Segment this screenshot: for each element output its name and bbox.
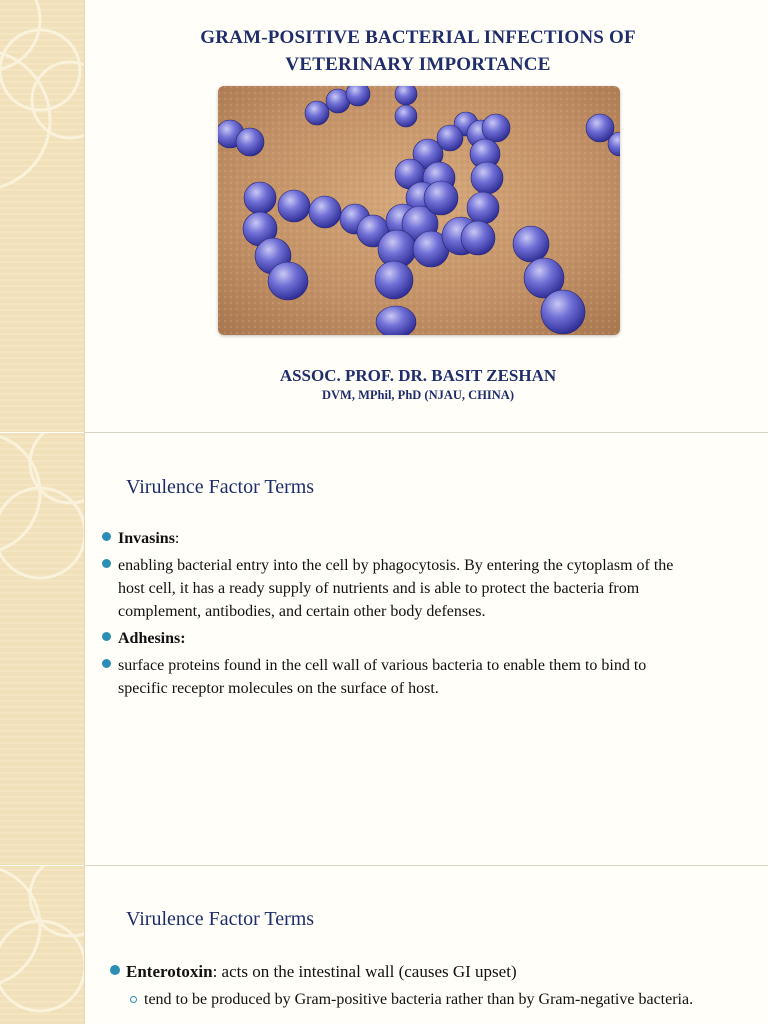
sub-bullet-ring xyxy=(130,996,137,1003)
list-item xyxy=(100,627,700,650)
title-slide xyxy=(0,0,768,432)
bullet-dot xyxy=(102,532,111,541)
title-line-1: GRAM-POSITIVE BACTERIAL INFECTIONS OF xyxy=(200,27,636,48)
streptococcus-illustration xyxy=(218,86,620,335)
decorative-side-band xyxy=(0,866,84,1024)
band-edge xyxy=(84,433,85,865)
list-item xyxy=(108,960,708,983)
bullet-dot xyxy=(110,965,120,975)
slide-title: Virulence Factor Terms xyxy=(126,476,315,498)
decorative-side-band xyxy=(0,433,84,865)
content-slide-2 xyxy=(0,866,768,1024)
content-slide-1 xyxy=(0,433,768,865)
bullet-dot xyxy=(102,632,111,641)
bullet-list xyxy=(108,960,708,987)
presentation-title xyxy=(100,24,736,78)
term-enterotoxin: Enterotoxin xyxy=(126,962,213,981)
decorative-side-band xyxy=(0,0,84,432)
list-item xyxy=(100,654,700,700)
decorative-arcs xyxy=(0,0,84,432)
decorative-arcs xyxy=(0,866,84,1024)
author-name: ASSOC. PROF. DR. BASIT ZESHAN xyxy=(279,366,557,385)
bacteria-image xyxy=(218,86,620,335)
bullet-list xyxy=(100,527,700,704)
title-line-2: VETERINARY IMPORTANCE xyxy=(285,54,551,75)
list-item xyxy=(100,554,700,623)
bullet-dot xyxy=(102,559,111,568)
author-credentials: DVM, MPhil, PhD (NJAU, CHINA) xyxy=(322,388,514,402)
term-invasins: Invasins xyxy=(118,530,175,547)
band-edge xyxy=(84,0,85,432)
slide-title: Virulence Factor Terms xyxy=(126,908,315,930)
band-edge xyxy=(84,866,85,1024)
enterotoxin-description: : acts on the intestinal wall (causes GI upset) xyxy=(212,962,517,981)
sub-list-item xyxy=(130,988,704,1011)
term-suffix: : xyxy=(174,530,180,547)
invasins-description: enabling bacterial entry into the cell by phagocytosis. By entering the cytoplasm of the host cell, it has a ready supply of nutrients and is able to protect the bacteria from complement, antibodies, and certain other body defenses. xyxy=(118,557,674,620)
bullet-dot xyxy=(102,659,111,668)
list-item xyxy=(100,527,700,550)
term-adhesins: Adhesins: xyxy=(118,630,186,647)
adhesins-description: surface proteins found in the cell wall of various bacteria to enable them to bind to specific receptor molecules on the surface of host. xyxy=(118,657,647,697)
decorative-arcs xyxy=(0,433,84,865)
enterotoxin-sub-description: tend to be produced by Gram-positive bacteria rather than by Gram-negative bacteria. xyxy=(144,991,694,1008)
